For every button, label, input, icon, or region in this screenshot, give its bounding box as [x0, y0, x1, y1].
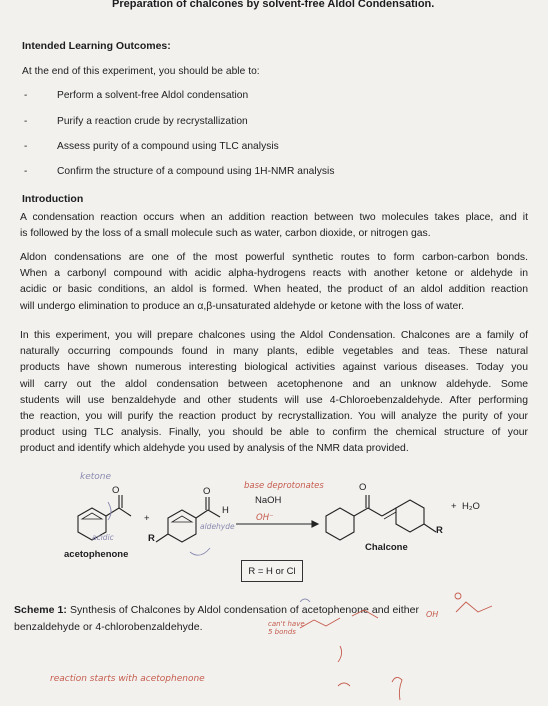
paragraph-line: naturally occurring compounds found in many plants, edible vegetables and teas. These natural — [20, 346, 528, 358]
plus-sign: + — [144, 513, 150, 524]
outcome-item: Confirm the structure of a compound using 1H-NMR analysis — [57, 166, 335, 177]
r-group-label: R — [436, 525, 443, 536]
scheme-caption-text: Synthesis of Chalcones by Aldol condensation of acetophenone and either — [66, 604, 420, 616]
handwritten-hydroxide: OH⁻ — [256, 513, 274, 523]
paragraph-line: is followed by the loss of a small molecule such as water, carbon dioxide, or nitrogen gas. — [20, 228, 431, 240]
document-title: Preparation of chalcones by solvent-free Aldol Condensation. — [112, 0, 435, 10]
scheme-caption-line2: benzaldehyde or 4-chlorobenzaldehyde. — [14, 621, 203, 633]
reagent-label: NaOH — [255, 495, 282, 506]
scheme-caption-label: Scheme 1: — [14, 604, 67, 616]
paragraph-line: acidic or basic conditions, an aldol is formed. When heated, the product of an aldol addition reaction — [20, 284, 528, 296]
paragraph-line: the reaction, you will purify the reaction product by recrystallization. You will analyze the purity of your — [20, 411, 528, 423]
bullet-marker: - — [24, 166, 28, 177]
paragraph-line: In this experiment, you will prepare chalcones using the Aldol Condensation. Chalcones are a family of — [20, 330, 528, 341]
paragraph-line: product using TLC analysis. Finally, you should be able to confirm the chemical structure of your — [20, 427, 528, 439]
paragraph-experiment — [20, 328, 528, 458]
paragraph-line: Aldon condensations are one of the most powerful synthetic routes to form carbon-carbon bonds. — [20, 252, 528, 263]
bullet-marker: - — [24, 116, 28, 127]
hydrogen-label: H — [222, 505, 229, 516]
handwritten-side-note: can't have 5 bonds — [268, 620, 305, 636]
outcomes-intro: At the end of this experiment, you should be able to: — [22, 66, 260, 77]
outcomes-heading: Intended Learning Outcomes: — [22, 40, 171, 52]
bullet-marker: - — [24, 90, 28, 101]
chalcone-ring-left — [326, 508, 354, 540]
paragraph-line: will undergo elimination to produce an α,β-unsaturated aldehyde or ketone with the loss of water. — [20, 300, 465, 312]
plus-sign: + — [451, 501, 457, 512]
oxygen-label: O — [359, 482, 367, 493]
intro-heading: Introduction — [22, 193, 84, 205]
paragraph-line: product and identify which aldehyde you used by analysis of the NMR data provided. — [20, 443, 409, 455]
outcome-item: Perform a solvent-free Aldol condensation — [57, 90, 249, 101]
paragraph-line: products have shown numerous interesting biological activities against various diseases. Today you — [20, 362, 528, 374]
handwritten-oh: OH — [426, 610, 439, 619]
handwritten-ketone: ketone — [80, 472, 112, 482]
handwritten-sketch — [0, 586, 548, 706]
chalcone-ring-right — [396, 500, 424, 532]
paragraph-aldol — [20, 250, 528, 315]
benzaldehyde-ring — [168, 510, 196, 542]
water-label: H₂O — [462, 501, 480, 512]
chalcone-label: Chalcone — [365, 542, 408, 553]
handwritten-base-note: base deprotonates — [244, 481, 324, 491]
r-group-label: R — [148, 533, 155, 544]
bullet-marker: - — [24, 141, 28, 152]
handwritten-acidic: acidic — [92, 533, 114, 542]
r-definition-box: R = H or Cl — [241, 560, 303, 582]
paragraph-line: students will use benzaldehyde and other students will use 4-Chloroebenzaldehyde. After performing — [20, 394, 528, 406]
handwritten-bottom-note: reaction starts with acetophenone — [50, 674, 205, 684]
paragraph-line: will carry out the aldol condensation between acetophenone and an unknow aldehyde. Some — [20, 378, 528, 390]
oxygen-label: O — [203, 486, 211, 497]
oxygen-label: O — [112, 485, 120, 496]
handwritten-aldehyde: aldehyde — [200, 522, 235, 531]
outcome-item: Assess purity of a compound using TLC analysis — [57, 141, 279, 152]
outcome-item: Purify a reaction crude by recrystallization — [57, 116, 248, 127]
paragraph-line: When a carbonyl compound with acidic alpha-hydrogens reacts with another ketone or aldehyde in — [20, 268, 528, 280]
acetophenone-label: acetophenone — [64, 549, 129, 560]
paragraph-condensation — [20, 210, 528, 242]
paragraph-line: A condensation reaction occurs when an addition reaction between two molecules takes place, and it — [20, 212, 528, 223]
